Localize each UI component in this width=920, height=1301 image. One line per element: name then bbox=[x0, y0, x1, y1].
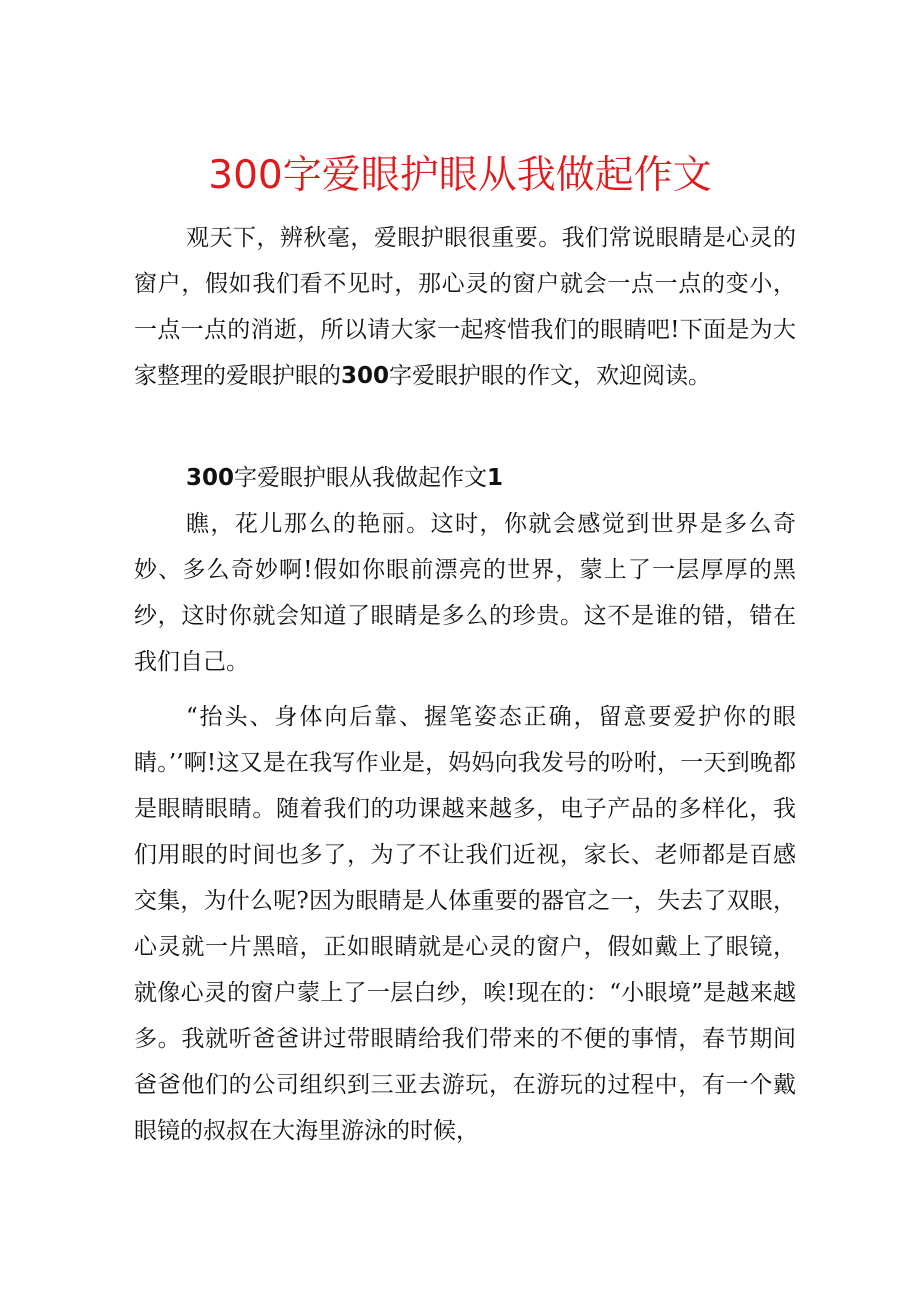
document-title: 300字爱眼护眼从我做起作文 bbox=[208, 153, 712, 198]
intro-text-part2: 字爱眼护眼的作文，欢迎阅读。 bbox=[389, 363, 712, 389]
body-paragraph-2: “抬头、身体向后靠、握笔姿态正确，留意要爱护你的眼睛。’’啊!这又是在我写作业是，妈妈向我发号的吩咐，一天到晚都是眼睛眼睛。随着我们的功课越来越多，电子产品的多样化，我们用眼的时间也多了，为了不让我们近视，家长、老师都是百感交集，为什么呢?因为眼睛是人体重要的器官之一，失去了双眼，心灵就一片黑暗，正如眼睛就是心灵的窗户，假如戴上了眼镜，就像心灵的窗户蒙上了一层白纱，唉!现在的：“小眼境”是越来越多。我就听爸爸讲过带眼睛给我们带来的不便的事情，春节期间爸爸他们的公司组织到三亚去游玩，在游玩的过程中，有一个戴眼镜的叔叔在大海里游泳的时候， bbox=[134, 704, 796, 1144]
intro-paragraph bbox=[134, 215, 796, 399]
body-paragraph-1: 瞧，花儿那么的艳丽。这时，你就会感觉到世界是多么奇妙、多么奇妙啊!假如你眼前漂亮的世界，蒙上了一层厚厚的黑纱，这时你就会知道了眼睛是多么的珍贵。这不是谁的错，错在我们自己。 bbox=[134, 511, 796, 675]
subheading-text: 字爱眼护眼从我做起作文 bbox=[234, 465, 488, 491]
intro-number: 300 bbox=[341, 363, 390, 389]
subheading-number: 300 bbox=[186, 465, 235, 491]
section-subheading bbox=[186, 455, 503, 501]
intro-text-part1: 观天下，辨秋毫，爱眼护眼很重要。我们常说眼睛是心灵的窗户，假如我们看不见时，那心灵的窗户就会一点一点的变小，一点一点的消逝，所以请大家一起疼惜我们的眼睛吧!下面是为大家整理的爱眼护眼的 bbox=[134, 225, 796, 389]
subheading-index: 1 bbox=[487, 465, 504, 491]
